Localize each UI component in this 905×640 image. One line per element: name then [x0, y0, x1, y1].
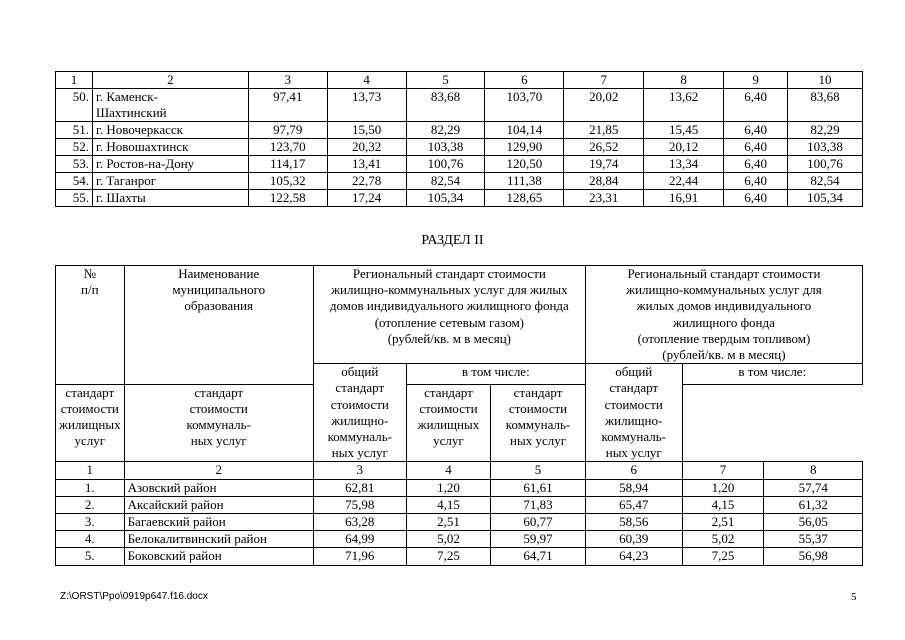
value-cell: 62,81	[313, 479, 406, 496]
value-cell: 103,70	[485, 89, 564, 122]
value-cell: 13,34	[644, 156, 724, 173]
header-housing-solid-line: услуг	[433, 433, 464, 449]
header-total-gas-line: ных услуг	[331, 445, 388, 461]
header-communal-gas	[124, 384, 313, 462]
row-number: 2.	[56, 496, 125, 513]
value-cell: 60,39	[585, 531, 682, 548]
value-cell: 6,40	[724, 190, 788, 207]
header-total-gas-line: коммуналь-	[327, 429, 393, 445]
header-total-solid-line: жилищно-	[605, 412, 663, 428]
value-cell: 20,32	[327, 139, 406, 156]
header-solid-fuel-standard	[585, 266, 862, 364]
municipality-name: Азовский район	[124, 479, 313, 496]
column-number: 9	[724, 72, 788, 89]
value-cell: 75,98	[313, 496, 406, 513]
header-total-gas-line: жилищно-	[331, 412, 389, 428]
header-row-3	[56, 384, 863, 462]
value-cell: 58,56	[585, 514, 682, 531]
value-cell: 1,20	[682, 479, 764, 496]
header-num-line: п/п	[81, 282, 99, 298]
header-total-gas-line: стандарт	[335, 380, 385, 396]
value-cell: 4,15	[682, 496, 764, 513]
value-cell: 1,20	[406, 479, 490, 496]
value-cell: 4,15	[406, 496, 490, 513]
value-cell: 129,90	[485, 139, 564, 156]
municipality-name-line: г. Ростов-на-Дону	[95, 156, 195, 171]
header-communal-gas-line: стандарт	[194, 384, 244, 400]
municipality-name	[92, 89, 248, 122]
value-cell: 56,05	[764, 514, 863, 531]
footer-file-path: Z:\ORST\Ppo\0919p647.f16.docx	[60, 591, 208, 602]
row-number: 51.	[56, 122, 93, 139]
value-cell: 57,74	[764, 479, 863, 496]
header-solid-fuel-standard-line: жилых домов индивидуального	[636, 298, 812, 314]
table-row	[56, 89, 863, 122]
row-number: 5.	[56, 548, 125, 565]
value-cell: 6,40	[724, 139, 788, 156]
value-cell: 22,78	[327, 173, 406, 190]
column-number-row	[56, 72, 863, 89]
value-cell: 103,38	[788, 139, 863, 156]
value-cell: 6,40	[724, 156, 788, 173]
value-cell: 6,40	[724, 89, 788, 122]
header-total-solid-line: общий	[615, 364, 653, 380]
value-cell: 105,34	[788, 190, 863, 207]
header-total-gas-line: общий	[341, 364, 379, 380]
value-cell: 65,47	[585, 496, 682, 513]
table-row	[56, 479, 863, 496]
value-cell: 55,37	[764, 531, 863, 548]
municipality-name: Аксайский район	[124, 496, 313, 513]
column-number: 4	[327, 72, 406, 89]
value-cell: 71,96	[313, 548, 406, 565]
header-incl-solid: в том числе:	[682, 364, 862, 384]
value-cell: 23,31	[564, 190, 644, 207]
header-housing-solid	[406, 384, 490, 462]
table-row	[56, 496, 863, 513]
header-housing-solid-line: стандарт	[424, 384, 473, 400]
value-cell: 64,99	[313, 531, 406, 548]
row-number: 1.	[56, 479, 125, 496]
table-section-2	[55, 265, 863, 566]
header-housing-solid-line: стоимости	[419, 400, 478, 416]
table-row	[56, 173, 863, 190]
header-num-line: №	[83, 266, 96, 281]
value-cell: 6,40	[724, 122, 788, 139]
municipality-name: Боковский район	[124, 548, 313, 565]
row-number: 3.	[56, 514, 125, 531]
value-cell: 20,12	[644, 139, 724, 156]
value-cell: 26,52	[564, 139, 644, 156]
row-number: 55.	[56, 190, 93, 207]
municipality-name-line: г. Новочеркасск	[95, 122, 183, 137]
header-housing-gas-line: услуг	[74, 433, 106, 449]
header-gas-standard-line: (рублей/кв. м в месяц)	[387, 330, 511, 346]
header-name-line: Наименование	[178, 266, 260, 281]
header-num	[56, 266, 125, 385]
column-number: 3	[313, 462, 406, 479]
column-number: 4	[406, 462, 490, 479]
header-gas-standard-line: домов индивидуального жилищного фонда	[329, 298, 569, 314]
header-total-solid	[585, 364, 682, 462]
value-cell: 7,25	[682, 548, 764, 565]
table-row	[56, 548, 863, 565]
section-title: РАЗДЕЛ II	[421, 233, 484, 248]
header-housing-gas-line: стоимости	[60, 400, 119, 416]
value-cell: 22,44	[644, 173, 724, 190]
header-communal-solid-line: стандарт	[513, 384, 563, 400]
row-number: 4.	[56, 531, 125, 548]
column-number: 3	[248, 72, 327, 89]
column-number: 10	[788, 72, 863, 89]
column-number: 2	[124, 462, 313, 479]
header-incl-gas: в том числе:	[406, 364, 585, 384]
column-number: 8	[644, 72, 724, 89]
row-number: 54.	[56, 173, 93, 190]
header-solid-fuel-standard-line: жилищного фонда	[673, 314, 775, 330]
header-total-gas-line: стоимости	[330, 396, 389, 412]
column-number: 6	[585, 462, 682, 479]
column-number: 8	[764, 462, 863, 479]
value-cell: 13,73	[327, 89, 406, 122]
municipality-name	[92, 173, 248, 190]
value-cell: 97,41	[248, 89, 327, 122]
header-housing-gas	[56, 384, 125, 462]
header-gas-standard-line: Региональный стандарт стоимости	[352, 266, 546, 281]
value-cell: 16,91	[644, 190, 724, 207]
header-communal-gas-line: ных услуг	[190, 433, 247, 449]
municipality-name	[92, 122, 248, 139]
municipality-name: Багаевский район	[124, 514, 313, 531]
header-communal-gas-line: стоимости	[189, 400, 248, 416]
value-cell: 58,94	[585, 479, 682, 496]
header-housing-gas-line: стандарт	[65, 384, 115, 400]
header-solid-fuel-standard-line: (рублей/кв. м в месяц)	[662, 347, 786, 363]
header-housing-gas-line: жилищных	[59, 416, 121, 432]
header-solid-fuel-standard-line: Региональный стандарт стоимости	[627, 266, 821, 281]
header-communal-solid-line: коммуналь-	[505, 416, 571, 432]
value-cell: 114,17	[248, 156, 327, 173]
value-cell: 100,76	[788, 156, 863, 173]
value-cell: 105,34	[406, 190, 485, 207]
municipality-name-line: г. Шахты	[95, 190, 146, 205]
value-cell: 83,68	[406, 89, 485, 122]
value-cell: 5,02	[682, 531, 764, 548]
header-gas-standard-line: жилищно-коммунальных услуг для жилых	[331, 282, 568, 298]
column-number: 1	[56, 72, 93, 89]
value-cell: 120,50	[485, 156, 564, 173]
header-solid-fuel-standard-line: жилищно-коммунальных услуг для	[626, 282, 822, 298]
value-cell: 82,29	[406, 122, 485, 139]
header-name	[124, 266, 313, 385]
table-row	[56, 139, 863, 156]
value-cell: 13,62	[644, 89, 724, 122]
value-cell: 2,51	[682, 514, 764, 531]
column-number-row	[56, 462, 863, 479]
page-number: 5	[851, 591, 857, 603]
header-communal-gas-line: коммуналь-	[186, 416, 251, 432]
value-cell: 21,85	[564, 122, 644, 139]
header-total-solid-line: стандарт	[609, 380, 659, 396]
value-cell: 63,28	[313, 514, 406, 531]
value-cell: 61,61	[491, 479, 586, 496]
value-cell: 122,58	[248, 190, 327, 207]
header-housing-solid-line: жилищных	[417, 416, 480, 432]
header-communal-solid	[491, 384, 586, 462]
value-cell: 56,98	[764, 548, 863, 565]
value-cell: 82,54	[788, 173, 863, 190]
value-cell: 104,14	[485, 122, 564, 139]
header-communal-solid-line: стоимости	[508, 400, 568, 416]
value-cell: 15,45	[644, 122, 724, 139]
value-cell: 105,32	[248, 173, 327, 190]
value-cell: 6,40	[724, 173, 788, 190]
value-cell: 17,24	[327, 190, 406, 207]
header-name-line: муниципального	[172, 282, 266, 298]
table-row	[56, 514, 863, 531]
municipality-name-line: Шахтинский	[95, 105, 167, 120]
municipality-name-line: г. Таганрог	[95, 173, 157, 188]
value-cell: 64,71	[491, 548, 586, 565]
header-total-solid-line: ных услуг	[605, 445, 662, 461]
header-row-1	[56, 266, 863, 364]
table-row	[56, 122, 863, 139]
value-cell: 100,76	[406, 156, 485, 173]
municipality-name: Белокалитвинский район	[124, 531, 313, 548]
header-gas-standard-line: (отопление сетевым газом)	[374, 314, 525, 330]
municipality-name-line: г. Каменск-	[95, 89, 158, 104]
header-total-solid-line: стоимости	[604, 396, 663, 412]
value-cell: 111,38	[485, 173, 564, 190]
municipality-name-line: г. Новошахтинск	[95, 139, 189, 154]
row-number: 50.	[56, 89, 93, 122]
table-row	[56, 190, 863, 207]
row-number: 53.	[56, 156, 93, 173]
column-number: 7	[682, 462, 764, 479]
header-gas-standard	[313, 266, 585, 364]
municipality-name	[92, 139, 248, 156]
column-number: 2	[92, 72, 248, 89]
value-cell: 15,50	[327, 122, 406, 139]
municipality-name	[92, 190, 248, 207]
value-cell: 2,51	[406, 514, 490, 531]
value-cell: 5,02	[406, 531, 490, 548]
header-name-line: образования	[184, 298, 253, 314]
value-cell: 82,54	[406, 173, 485, 190]
table-section-1-continuation	[55, 71, 863, 207]
value-cell: 7,25	[406, 548, 490, 565]
column-number: 1	[56, 462, 125, 479]
column-number: 5	[491, 462, 586, 479]
value-cell: 59,97	[491, 531, 586, 548]
value-cell: 128,65	[485, 190, 564, 207]
value-cell: 103,38	[406, 139, 485, 156]
value-cell: 20,02	[564, 89, 644, 122]
row-number: 52.	[56, 139, 93, 156]
value-cell: 13,41	[327, 156, 406, 173]
value-cell: 123,70	[248, 139, 327, 156]
value-cell: 28,84	[564, 173, 644, 190]
value-cell: 83,68	[788, 89, 863, 122]
value-cell: 19,74	[564, 156, 644, 173]
value-cell: 71,83	[491, 496, 586, 513]
header-total-gas	[313, 364, 406, 462]
table-row	[56, 156, 863, 173]
column-number: 7	[564, 72, 644, 89]
table-row	[56, 531, 863, 548]
header-total-solid-line: коммуналь-	[601, 429, 666, 445]
header-solid-fuel-standard-line: (отопление твердым топливом)	[637, 330, 811, 346]
value-cell: 82,29	[788, 122, 863, 139]
value-cell: 61,32	[764, 496, 863, 513]
municipality-name	[92, 156, 248, 173]
value-cell: 97,79	[248, 122, 327, 139]
column-number: 6	[485, 72, 564, 89]
value-cell: 64,23	[585, 548, 682, 565]
value-cell: 60,77	[491, 514, 586, 531]
column-number: 5	[406, 72, 485, 89]
header-communal-solid-line: ных услуг	[510, 433, 567, 449]
